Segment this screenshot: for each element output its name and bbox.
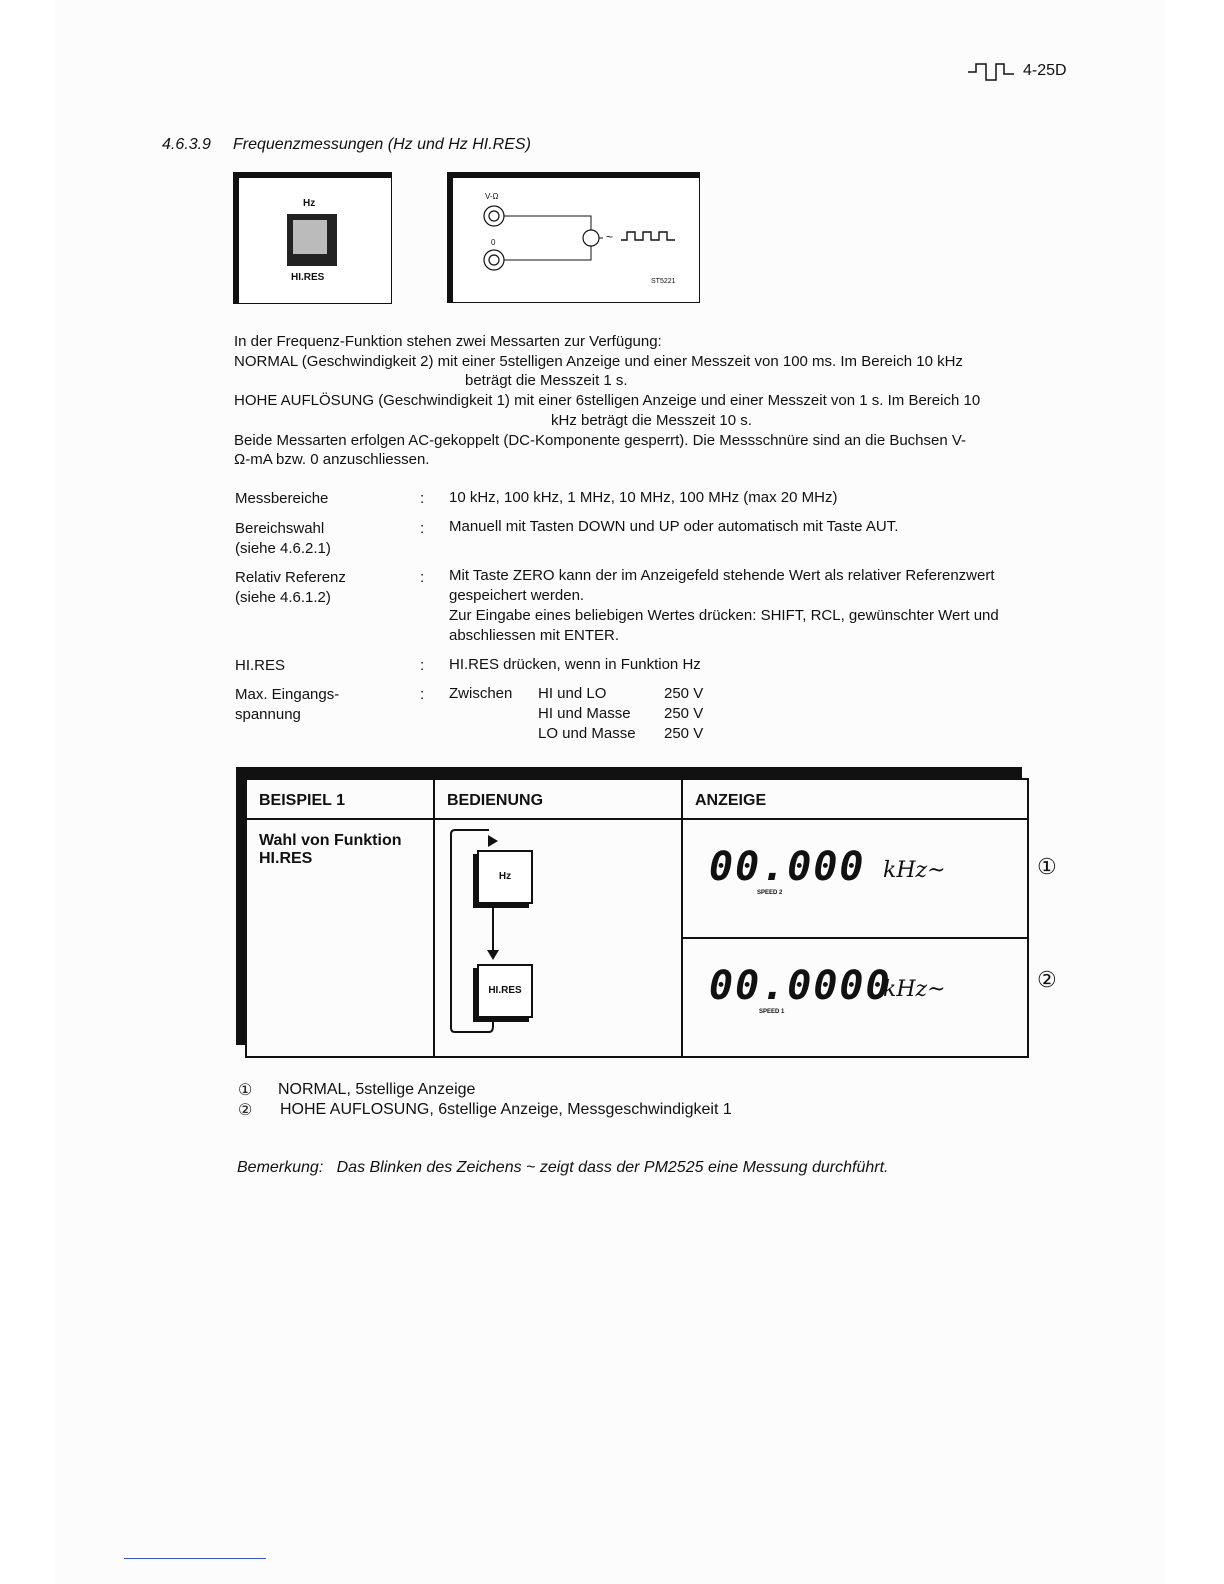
spec-value-relativ-1: Mit Taste ZERO kann der im Anzeigefeld stehende Wert als relativer Referenzwert — [449, 567, 995, 584]
intro-line: Ω-mA bzw. 0 anzuschliessen. — [234, 451, 430, 469]
circuit-diagram-icon — [453, 178, 693, 293]
note-text-1: NORMAL, 5stellige Anzeige — [278, 1081, 476, 1098]
remark — [237, 1159, 888, 1177]
spec-value-zwischen: Zwischen — [449, 685, 513, 702]
max-pair: LO und Masse — [538, 725, 636, 742]
spec-colon: : — [420, 686, 425, 703]
desc-line: Wahl von Funktion — [259, 832, 402, 849]
spec-value-relativ-3: Zur Eingabe eines beliebigen Wertes drücken: SHIFT, RCL, gewünschter Wert und — [449, 607, 999, 624]
spec-colon: : — [420, 490, 425, 507]
figure-ref: ST5221 — [651, 278, 676, 285]
max-volt: 250 V — [664, 725, 704, 742]
intro-line: kHz beträgt die Messzeit 10 s. — [551, 411, 752, 429]
remark-text-2: zeigt dass der PM2525 eine Messung durchführt. — [539, 1159, 889, 1176]
lcd-unit: kHz~ — [883, 858, 946, 883]
example-description — [246, 819, 434, 1057]
note-marker-1: ① — [238, 1082, 253, 1099]
table-top-bar — [236, 767, 1022, 778]
hires-key-button[interactable]: HI.RES — [477, 964, 533, 1018]
remark-text-1: Das Blinken des Zeichens — [336, 1159, 522, 1176]
hz-key-button[interactable]: Hz — [477, 850, 533, 904]
spec-label-bereichswahl-ref: (siehe 4.6.2.1) — [235, 540, 331, 557]
spec-label-max: Max. Eingangs- — [235, 686, 340, 703]
row-marker-1: ① — [1037, 854, 1057, 879]
spec-value-relativ-2: gespeichert werden. — [449, 587, 585, 604]
max-pair: HI und LO — [538, 685, 607, 702]
note-marker-2: ② — [238, 1102, 253, 1119]
spec-value-bereichswahl: Manuell mit Tasten DOWN und UP oder automatisch mit Taste AUT. — [449, 518, 899, 535]
remark-label: Bemerkung: — [237, 1159, 324, 1176]
section-title: Frequenzmessungen (Hz und Hz HI.RES) — [233, 136, 531, 153]
spec-colon: : — [420, 520, 425, 537]
square-wave-logo-icon — [968, 62, 1018, 82]
intro-line: beträgt die Messzeit 1 s. — [465, 372, 628, 390]
head-anzeige: ANZEIGE — [682, 779, 1028, 819]
intro-paragraph — [234, 332, 1074, 470]
head-bedienung: BEDIENUNG — [434, 779, 682, 819]
spec-label-bereichswahl: Bereichswahl — [235, 520, 325, 537]
intro-line: HOHE AUFLÖSUNG (Geschwindigkeit 1) mit einer 6stelligen Anzeige und einer Messzeit von 1 s. Im Bereich 10 — [234, 392, 981, 410]
lcd-digits: 00.000 — [709, 844, 866, 890]
page-code: 4-25D — [1023, 62, 1067, 79]
head-beispiel: BEISPIEL 1 — [246, 779, 434, 819]
spec-label-hires: HI.RES — [235, 657, 286, 674]
spec-label-relativ-ref: (siehe 4.6.1.2) — [235, 589, 331, 606]
spec-colon: : — [420, 569, 425, 586]
lcd-digits: 00.0000 — [709, 963, 892, 1009]
hz-key-label: Hz — [303, 198, 316, 209]
desc-line: HI.RES — [259, 850, 313, 867]
figure-key-panel — [233, 172, 392, 304]
intro-line: NORMAL (Geschwindigkeit 2) mit einer 5stelligen Anzeige und einer Messzeit von 100 ms. Im Bereich 10 kHz — [234, 352, 963, 370]
spec-label-relativ: Relativ Referenz — [235, 569, 346, 586]
intro-line: In der Frequenz-Funktion stehen zwei Messarten zur Verfügung: — [234, 333, 662, 350]
spec-label-messbereiche: Messbereiche — [235, 490, 329, 507]
remark-tilde: ~ — [526, 1159, 536, 1176]
row-marker-2: ② — [1037, 967, 1057, 992]
spec-value-messbereiche: 10 kHz, 100 kHz, 1 MHz, 10 MHz, 100 MHz (max 20 MHz) — [449, 489, 838, 506]
max-volt: 250 V — [664, 705, 704, 722]
operation-cell — [434, 819, 682, 1057]
footer-rule — [124, 1558, 266, 1559]
display-cell-2 — [682, 938, 1028, 1057]
speed-label: SPEED 1 — [759, 1009, 785, 1015]
intro-line: Beide Messarten erfolgen AC-gekoppelt (DC-Komponente gesperrt). Die Messschnüre sind an die Buchsen V- — [234, 431, 967, 449]
spec-value-relativ-4: abschliessen mit ENTER. — [449, 627, 620, 644]
lcd-unit: kHz~ — [883, 977, 946, 1002]
tilde-symbol: ~ — [606, 230, 614, 244]
terminal-top-label: V-Ω — [485, 192, 499, 201]
hires-key-label: HI.RES — [291, 272, 325, 283]
terminal-bottom-label: 0 — [491, 238, 496, 247]
note-text-2: HOHE AUFLOSUNG, 6stellige Anzeige, Messgeschwindigkeit 1 — [280, 1101, 732, 1118]
spec-value-hires: HI.RES drücken, wenn in Funktion Hz — [449, 656, 701, 673]
max-volt: 250 V — [664, 685, 704, 702]
hires-key — [287, 214, 337, 266]
spec-label-max-2: spannung — [235, 706, 301, 723]
figure-circuit-panel — [447, 172, 700, 303]
spec-colon: : — [420, 657, 425, 674]
max-pair: HI und Masse — [538, 705, 631, 722]
example-table — [245, 778, 1029, 1058]
section-number: 4.6.3.9 — [162, 136, 211, 153]
display-cell-1 — [682, 819, 1028, 938]
speed-label: SPEED 2 — [757, 890, 783, 896]
